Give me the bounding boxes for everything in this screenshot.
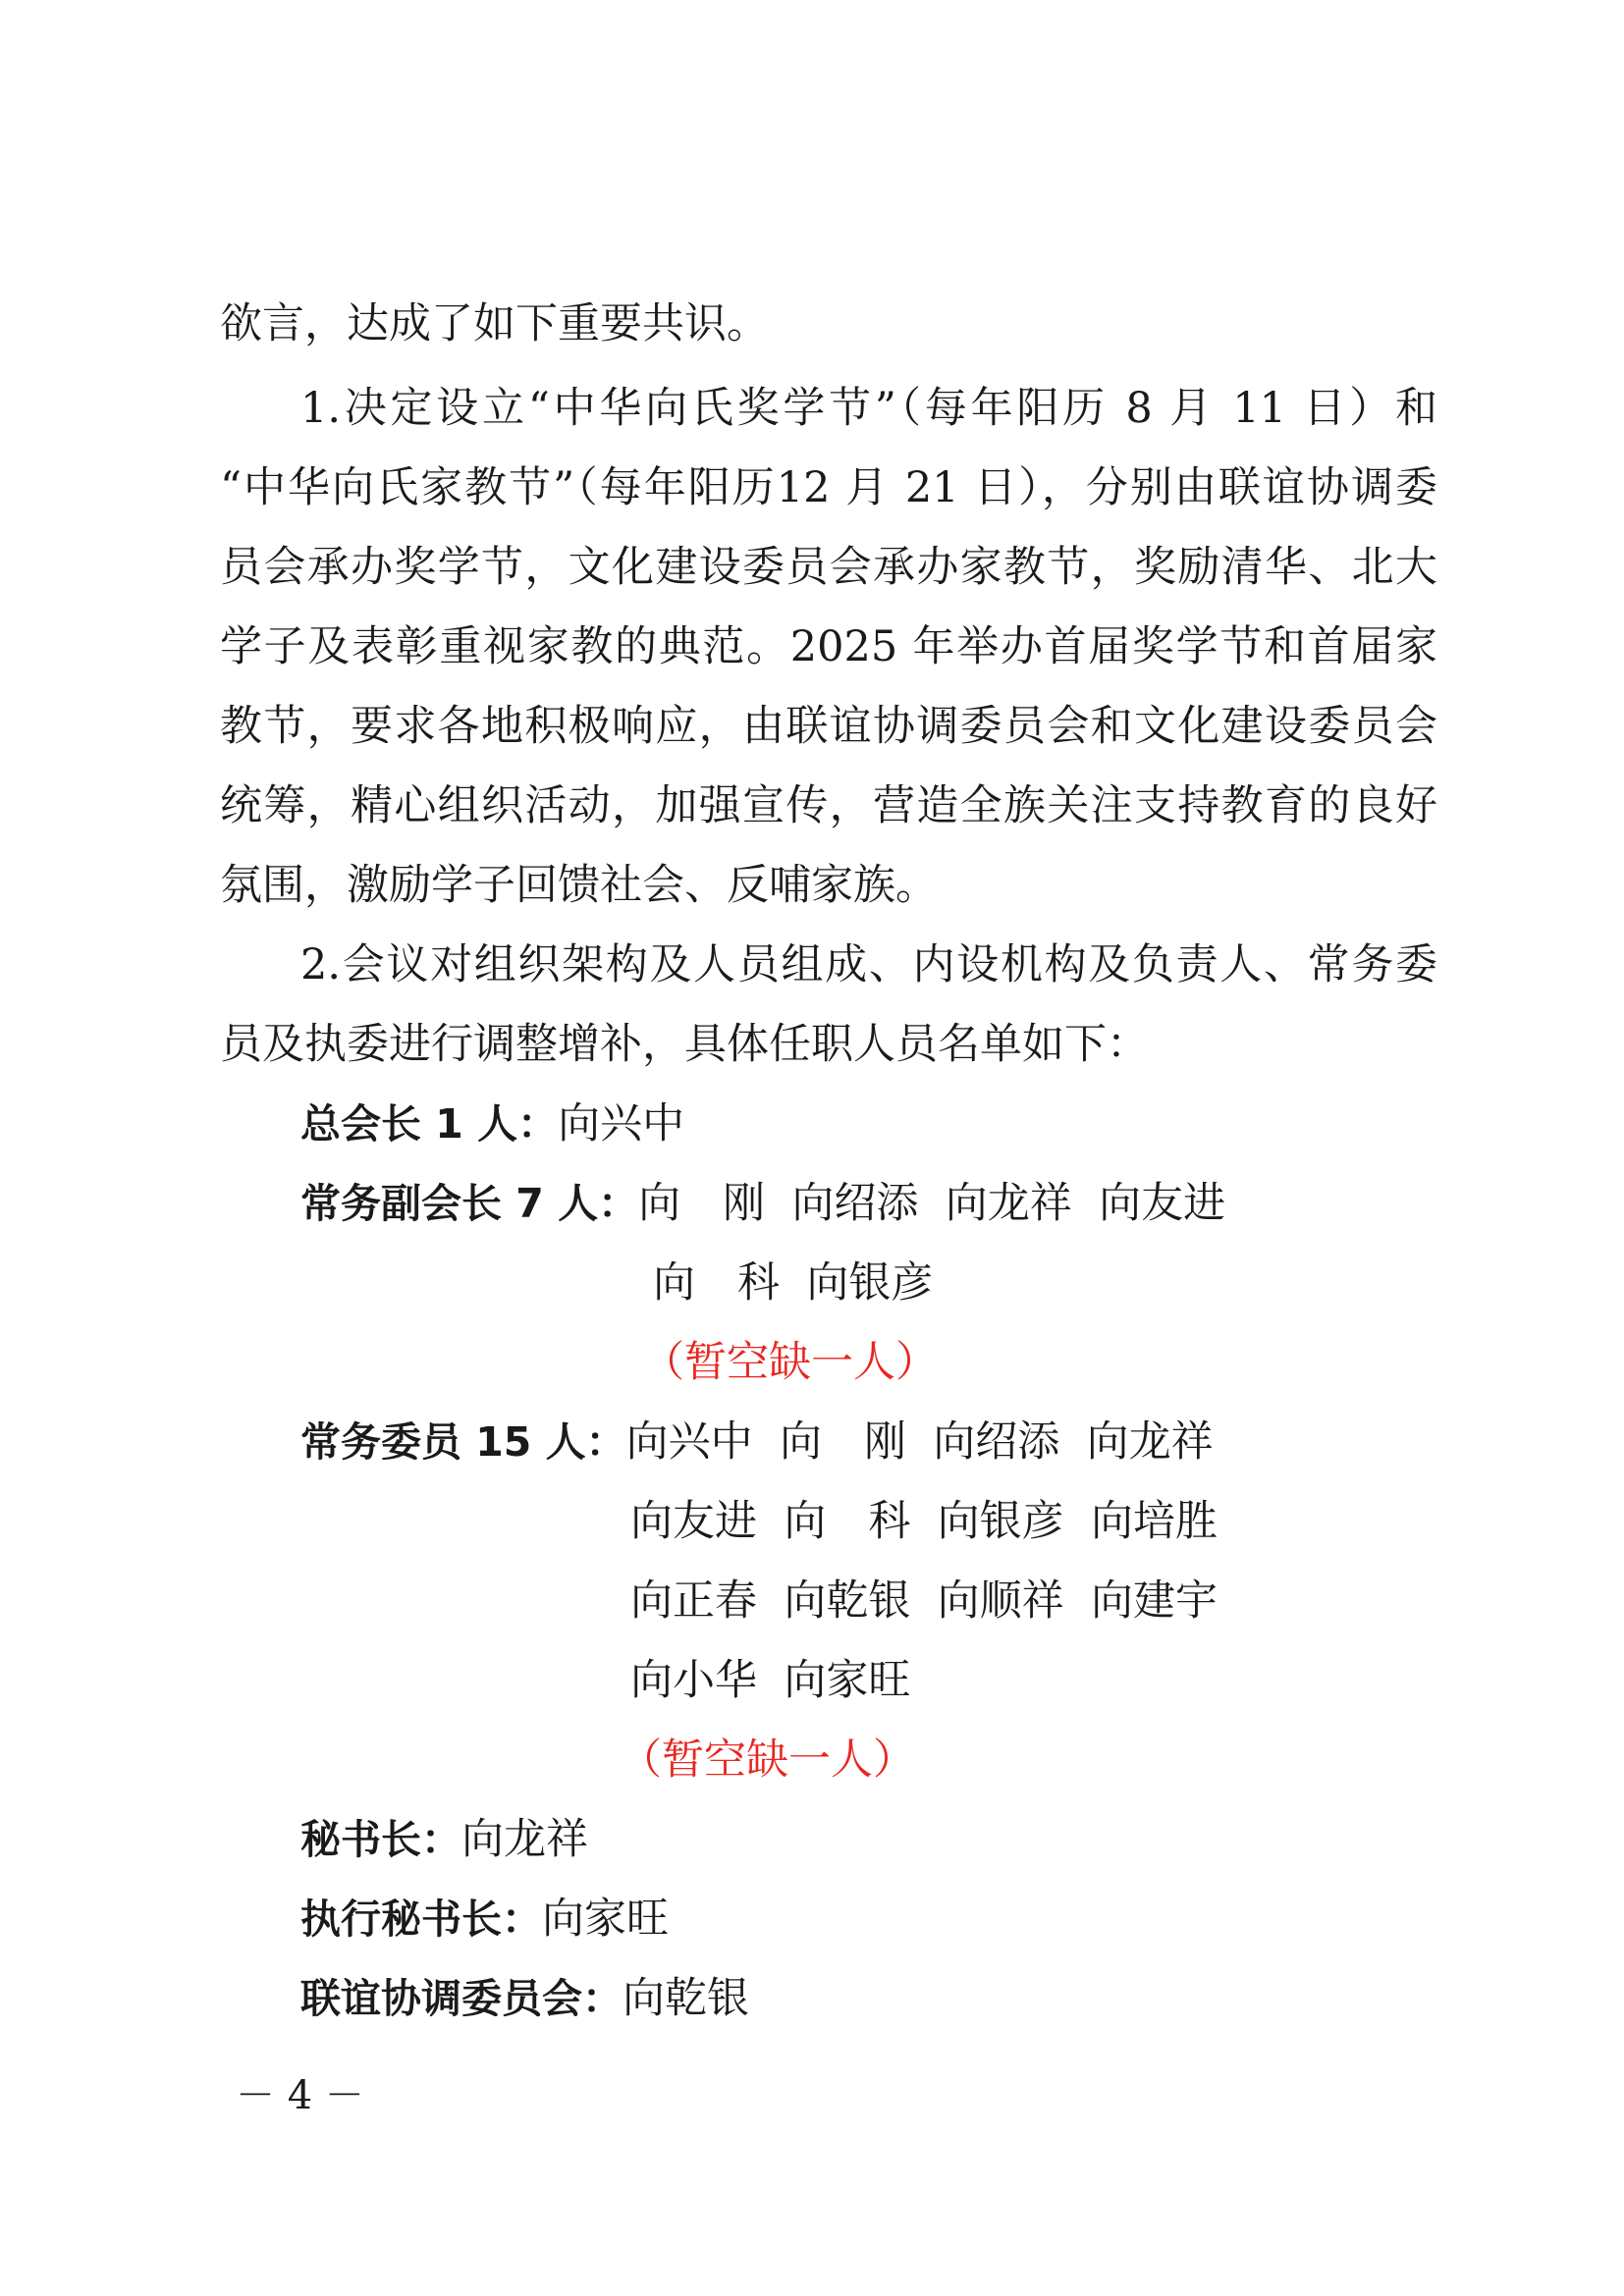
paragraph-line: 员会承办奖学节，文化建设委员会承办家教节，奖励清华、北大	[220, 543, 1437, 592]
roster-label: 常务副会长 7 人：	[300, 1180, 639, 1227]
roster-names: 向兴中 向 刚 向绍添 向龙祥	[625, 1417, 1214, 1467]
roster-names: 向家旺	[542, 1895, 669, 1944]
paragraph-line: “中华向氏家教节”（每年阳历12 月 21 日），分别由联谊协调委	[220, 463, 1437, 512]
vacancy-note: （暂空缺一人）	[620, 1735, 915, 1785]
roster-names: 向乾银	[623, 1974, 749, 2023]
page-number: － 4 －	[236, 2073, 364, 2118]
roster-names: 向 刚 向绍添 向龙祥 向友进	[638, 1179, 1226, 1228]
roster-executive-secretary	[300, 1890, 1518, 1949]
roster-label: 常务委员 15 人：	[300, 1418, 626, 1466]
roster-label: 总会长 1 人：	[300, 1100, 559, 1148]
paragraph-line: 欲言，达成了如下重要共识。	[220, 299, 769, 348]
roster-names: 向友进 向 科 向银彦 向培胜	[630, 1497, 1218, 1546]
roster-secretary-general	[300, 1810, 1518, 1869]
roster-names: 向小华 向家旺	[630, 1656, 911, 1705]
roster-names: 向龙祥	[461, 1815, 588, 1864]
roster-president	[300, 1095, 1518, 1153]
roster-names: 向兴中	[558, 1099, 685, 1148]
vacancy-note: （暂空缺一人）	[642, 1338, 938, 1387]
paragraph-line: 学子及表彰重视家教的典范。2025 年举办首届奖学节和首届家	[220, 622, 1437, 671]
paragraph-line: 1.决定设立“中华向氏奖学节”（每年阳历 8 月 11 日）和	[300, 384, 1437, 433]
roster-standing-committee	[300, 1413, 1518, 1471]
roster-label: 秘书长：	[300, 1816, 461, 1863]
paragraph-line: 2.会议对组织架构及人员组成、内设机构及负责人、常务委	[300, 940, 1437, 989]
roster-liaison-committee	[300, 1969, 1518, 2028]
roster-label: 执行秘书长：	[300, 1896, 542, 1943]
paragraph-line: 氛围，激励学子回馈社会、反哺家族。	[220, 861, 938, 910]
paragraph-line: 教节，要求各地积极响应，由联谊协调委员会和文化建设委员会	[220, 702, 1437, 751]
paragraph-line: 员及执委进行调整增补，具体任职人员名单如下：	[220, 1020, 1149, 1069]
roster-names: 向正春 向乾银 向顺祥 向建宇	[630, 1576, 1218, 1626]
roster-label: 联谊协调委员会：	[300, 1975, 623, 2022]
paragraph-line: 统筹，精心组织活动，加强宣传，营造全族关注支持教育的良好	[220, 781, 1437, 830]
roster-vice-presidents	[300, 1174, 1518, 1233]
roster-names: 向 科 向银彦	[653, 1258, 934, 1308]
